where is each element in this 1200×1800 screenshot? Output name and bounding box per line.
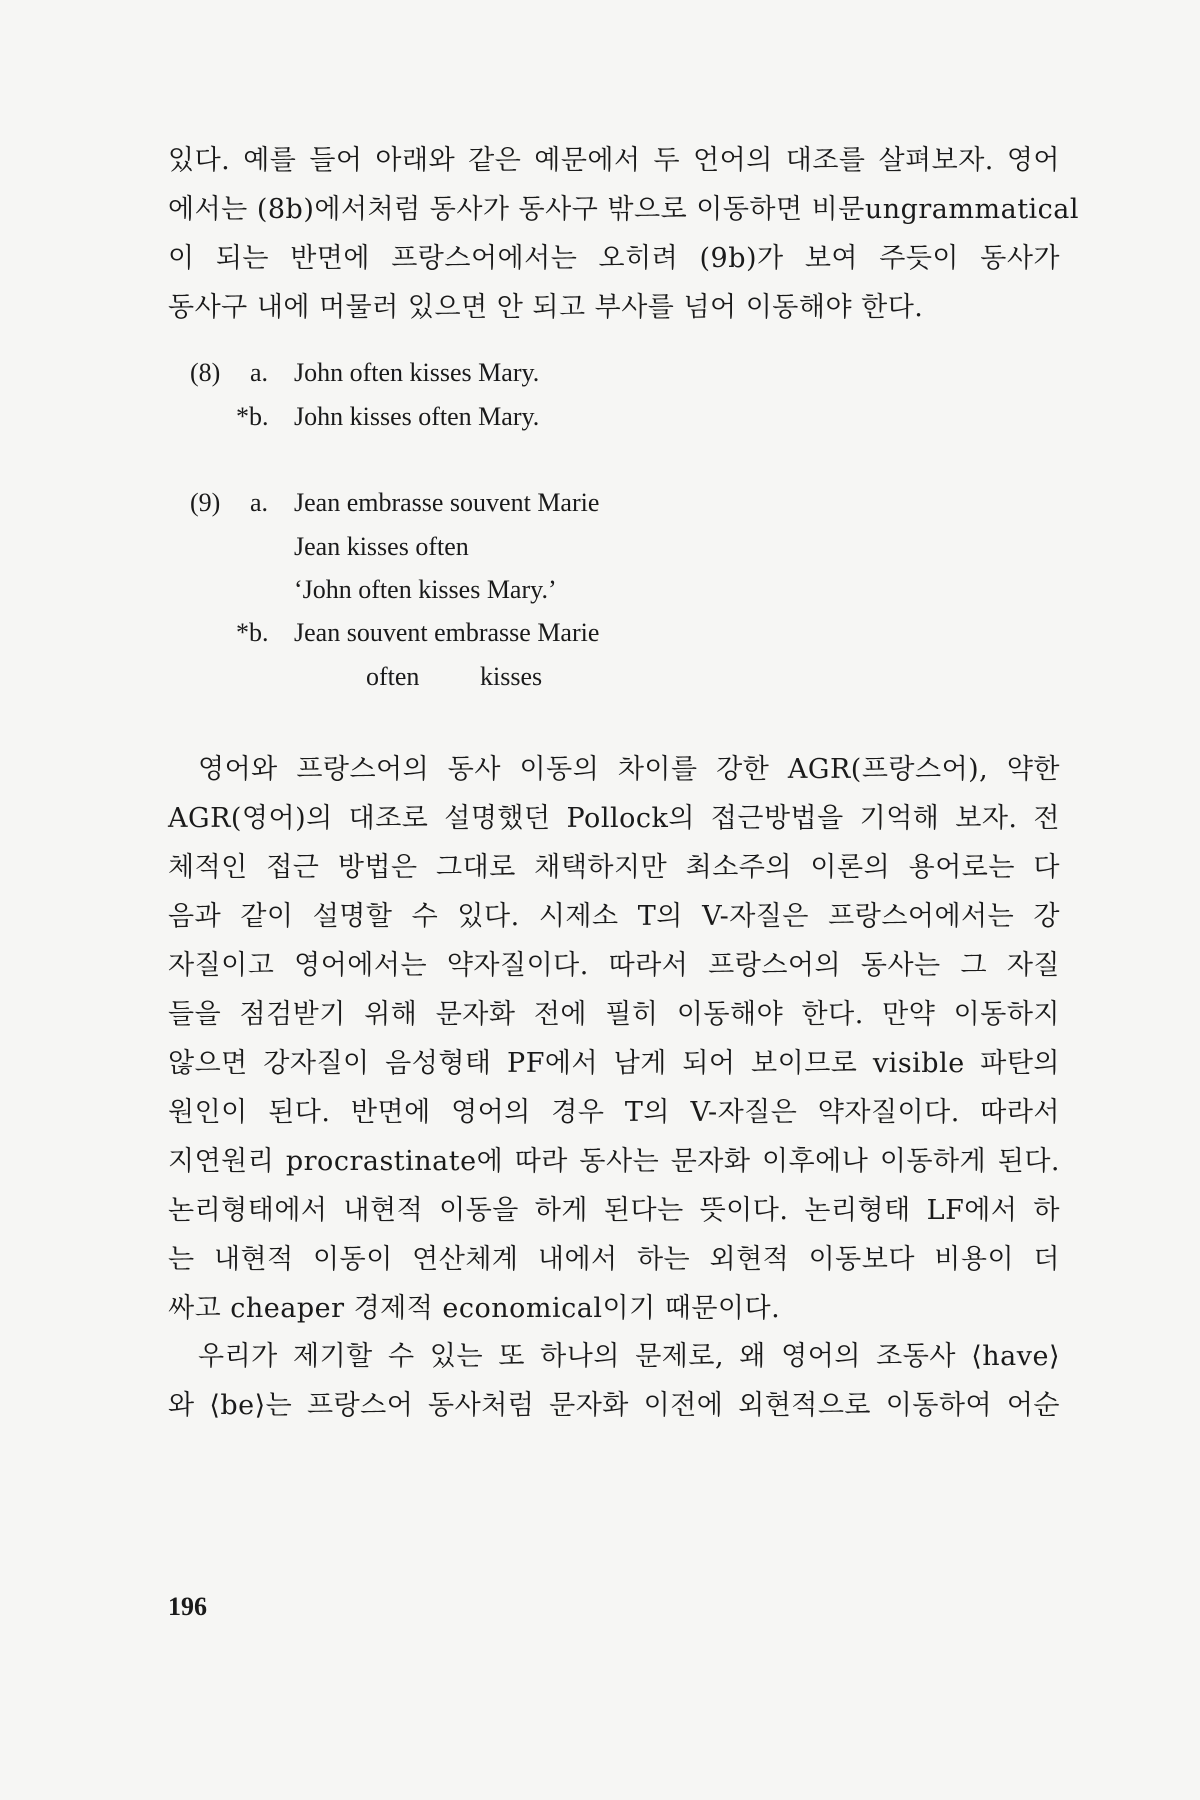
- paragraph-line: AGR(영어)의 대조로 설명했던 Pollock의 접근방법을 기억해 보자. 전: [168, 803, 1060, 834]
- paragraph-line: 에서는 (8b)에서처럼 동사가 동사구 밖으로 이동하면 비문ungrammatical: [168, 194, 1080, 225]
- paragraph-line: 원인이 된다. 반면에 영어의 경우 T의 V-자질은 약자질이다. 따라서: [168, 1097, 1060, 1128]
- example-letter: *b.: [236, 402, 269, 431]
- example-sentence: John kisses often Mary.: [294, 402, 540, 431]
- paragraph-line: 음과 같이 설명할 수 있다. 시제소 T의 V-자질은 프랑스어에서는 강: [168, 901, 1060, 932]
- paragraph-line: 와 ⟨be⟩는 프랑스어 동사처럼 문자화 이전에 외현적으로 이동하여 어순: [168, 1390, 1060, 1421]
- paragraph-line: 있다. 예를 들어 아래와 같은 예문에서 두 언어의 대조를 살펴보자. 영어: [168, 145, 1060, 176]
- example-letter: *b.: [236, 618, 269, 647]
- example-letter: a.: [250, 358, 269, 387]
- example-gloss: Jean kisses often: [294, 532, 469, 561]
- example-number: (8): [190, 358, 221, 387]
- example-gloss: often: [366, 662, 420, 691]
- example-letter: a.: [250, 488, 269, 517]
- paragraph-line: 우리가 제기할 수 있는 또 하나의 문제로, 왜 영어의 조동사 ⟨have⟩: [198, 1341, 1060, 1372]
- example-translation: ‘John often kisses Mary.’: [294, 575, 557, 604]
- example-sentence: John often kisses Mary.: [294, 358, 540, 387]
- paragraph-line: 들을 점검받기 위해 문자화 전에 필히 이동해야 한다. 만약 이동하지: [168, 999, 1060, 1030]
- paragraph-1: [168, 136, 1080, 332]
- paragraph-line: 지연원리 procrastinate에 따라 동사는 문자화 이후에나 이동하게 된다.: [168, 1146, 1060, 1177]
- paragraph-3: [168, 1332, 1060, 1430]
- paragraph-line: 영어와 프랑스어의 동사 이동의 차이를 강한 AGR(프랑스어), 약한: [198, 754, 1060, 785]
- paragraph-2: [168, 745, 1060, 1333]
- paragraph-line: 싸고 cheaper 경제적 economical이기 때문이다.: [168, 1293, 781, 1324]
- paragraph-line: 논리형태에서 내현적 이동을 하게 된다는 뜻이다. 논리형태 LF에서 하: [168, 1195, 1060, 1226]
- example-gloss: kisses: [480, 662, 543, 691]
- paragraph-line: 체적인 접근 방법은 그대로 채택하지만 최소주의 이론의 용어로는 다: [168, 852, 1060, 883]
- example-sentence: Jean souvent embrasse Marie: [294, 618, 600, 647]
- paragraph-line: 는 내현적 이동이 연산체계 내에서 하는 외현적 이동보다 비용이 더: [168, 1244, 1060, 1275]
- example-number: (9): [190, 488, 221, 517]
- paragraph-line: 이 되는 반면에 프랑스어에서는 오히려 (9b)가 보여 주듯이 동사가: [168, 243, 1060, 274]
- paragraph-line: 자질이고 영어에서는 약자질이다. 따라서 프랑스어의 동사는 그 자질: [168, 950, 1060, 981]
- paragraph-line: 동사구 내에 머물러 있으면 안 되고 부사를 넘어 이동해야 한다.: [168, 292, 924, 323]
- paragraph-line: 않으면 강자질이 음성형태 PF에서 남게 되어 보이므로 visible 파탄의: [168, 1048, 1060, 1079]
- example-sentence: Jean embrasse souvent Marie: [294, 488, 600, 517]
- page-number: 196: [168, 1592, 207, 1621]
